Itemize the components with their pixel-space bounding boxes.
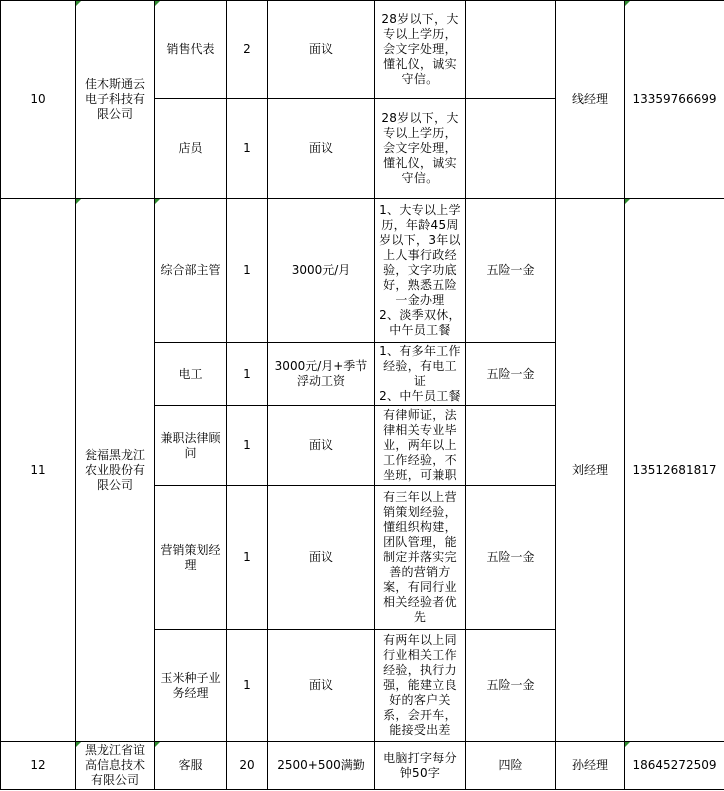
company-name: 瓮福黑龙江农业股份有限公司 bbox=[76, 199, 155, 742]
job-count: 1 bbox=[227, 199, 268, 343]
job-title: 综合部主管 bbox=[155, 199, 227, 343]
job-requirements: 电脑打字每分钟50字 bbox=[375, 742, 466, 790]
job-count: 1 bbox=[227, 630, 268, 742]
job-benefits: 五险一金 bbox=[466, 486, 556, 630]
row-number: 10 bbox=[1, 1, 76, 199]
job-count: 1 bbox=[227, 486, 268, 630]
job-count: 20 bbox=[227, 742, 268, 790]
table-row bbox=[1, 742, 724, 790]
job-title: 销售代表 bbox=[155, 1, 227, 99]
job-salary: 3000元/月 bbox=[268, 199, 375, 343]
job-benefits: 五险一金 bbox=[466, 199, 556, 343]
job-benefits bbox=[466, 1, 556, 99]
job-count: 2 bbox=[227, 1, 268, 99]
company-name: 黑龙江省谊高信息技术有限公司 bbox=[76, 742, 155, 790]
job-salary: 面议 bbox=[268, 486, 375, 630]
company-name: 佳木斯通云电子科技有限公司 bbox=[76, 1, 155, 199]
row-number: 12 bbox=[1, 742, 76, 790]
job-count: 1 bbox=[227, 343, 268, 406]
table-row bbox=[1, 199, 724, 343]
contact-person: 线经理 bbox=[556, 1, 625, 199]
contact-person: 孙经理 bbox=[556, 742, 625, 790]
job-requirements: 有两年以上同行业相关工作经验，执行力强，能建立良好的客户关系，会开车，能接受出差 bbox=[375, 630, 466, 742]
job-salary: 面议 bbox=[268, 1, 375, 99]
job-count: 1 bbox=[227, 406, 268, 486]
job-salary: 面议 bbox=[268, 99, 375, 199]
job-requirements: 28岁以下，大专以上学历，会文字处理，懂礼仪，诚实守信。 bbox=[375, 99, 466, 199]
contact-phone: 13359766699 bbox=[625, 1, 724, 199]
job-benefits: 五险一金 bbox=[466, 630, 556, 742]
contact-phone: 18645272509 bbox=[625, 742, 724, 790]
job-requirements: 1、有多年工作经验，有电工证 2、中午员工餐 bbox=[375, 343, 466, 406]
job-requirements: 有三年以上营销策划经验，懂组织构建，团队管理，能制定并落实完善的营销方案，有同行业相关经验者优先 bbox=[375, 486, 466, 630]
job-benefits: 五险一金 bbox=[466, 343, 556, 406]
job-count: 1 bbox=[227, 99, 268, 199]
job-title: 兼职法律顾问 bbox=[155, 406, 227, 486]
job-title: 电工 bbox=[155, 343, 227, 406]
job-salary: 2500+500满勤 bbox=[268, 742, 375, 790]
table-row bbox=[1, 1, 724, 99]
job-benefits bbox=[466, 406, 556, 486]
job-benefits: 四险 bbox=[466, 742, 556, 790]
job-title: 店员 bbox=[155, 99, 227, 199]
row-number: 11 bbox=[1, 199, 76, 742]
job-requirements: 1、大专以上学历，年龄45周岁以下，3年以上人事行政经验，文字功底好，熟悉五险一金办理 2、淡季双休，中午员工餐 bbox=[375, 199, 466, 343]
job-title: 客服 bbox=[155, 742, 227, 790]
contact-phone: 13512681817 bbox=[625, 199, 724, 742]
job-title: 营销策划经理 bbox=[155, 486, 227, 630]
job-title: 玉米种子业务经理 bbox=[155, 630, 227, 742]
job-requirements: 有律师证，法律相关专业毕业，两年以上工作经验，不坐班，可兼职 bbox=[375, 406, 466, 486]
job-salary: 面议 bbox=[268, 630, 375, 742]
job-salary: 面议 bbox=[268, 406, 375, 486]
job-salary: 3000元/月+季节浮动工资 bbox=[268, 343, 375, 406]
contact-person: 刘经理 bbox=[556, 199, 625, 742]
job-requirements: 28岁以下，大专以上学历，会文字处理，懂礼仪，诚实守信。 bbox=[375, 1, 466, 99]
job-benefits bbox=[466, 99, 556, 199]
